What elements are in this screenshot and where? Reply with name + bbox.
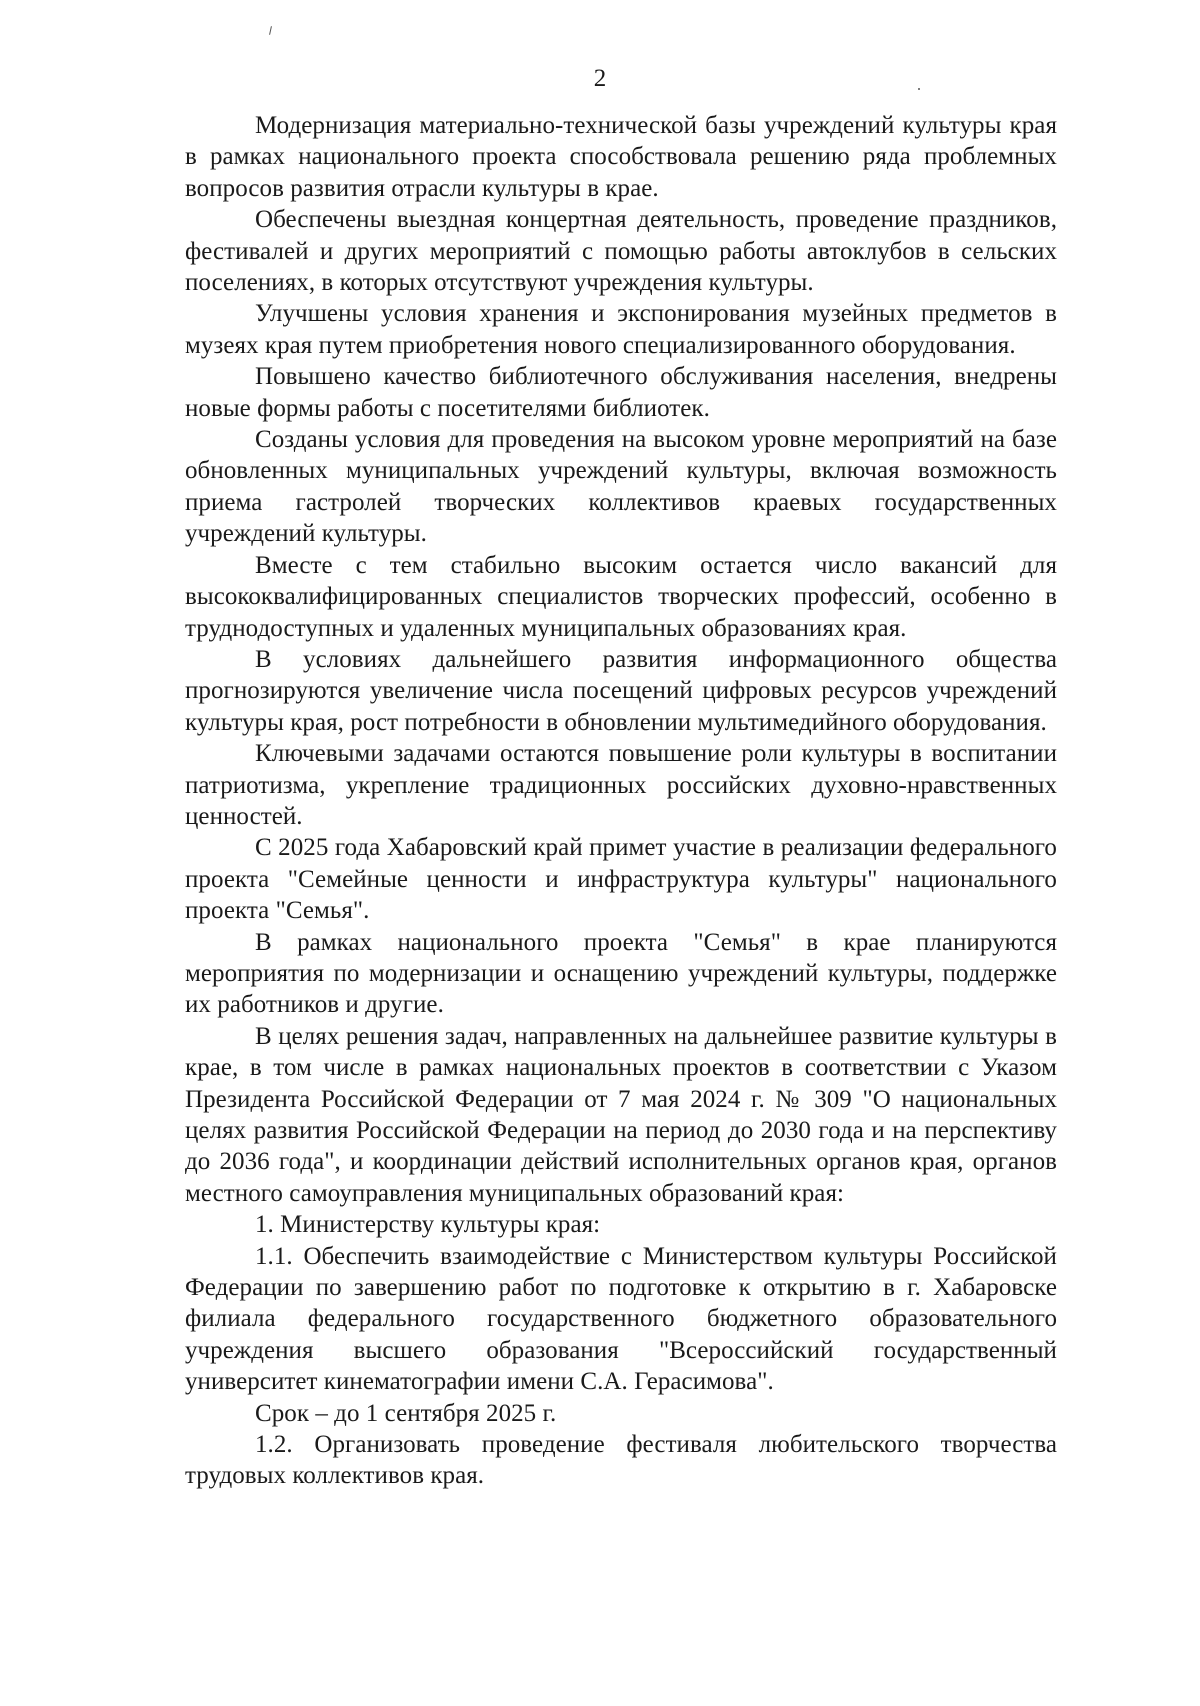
document-body [185,110,1057,1492]
paragraph-digital-resources: В условиях дальнейшего развития информационного общества прогнозируются увеличение числа посещений цифровых ресурсов учреждений культуры края, рост потребности в обновлении мультимедийного оборудования. [185,645,1057,736]
paragraph-event-conditions: Созданы условия для проведения на высоком уровне мероприятий на базе обновленных муниципальных учреждений культуры, включая возможность приема гастролей творческих коллективов краевых государственных учреждений культуры. [185,426,1057,548]
item-1-2-festival: 1.2. Организовать проведение фестиваля любительского творчества трудовых коллективов края. [185,1431,1057,1490]
scan-speck-mark [269,26,272,35]
paragraph-vacancies: Вместе с тем стабильно высоким остается число вакансий для высококвалифицированных специалистов творческих профессий, особенно в труднодоступных и удаленных муниципальных образованиях края. [185,551,1057,642]
paragraph-federal-project: С 2025 года Хабаровский край примет участие в реализации федерального проекта "Семейные ценности и инфраструктура культуры" национального проекта "Семья". [185,834,1057,925]
deadline-item-1-1: Срок – до 1 сентября 2025 г. [255,1399,557,1427]
paragraph-library-service: Повышено качество библиотечного обслуживания населения, внедрены новые формы работы с посетителями библиотек. [185,363,1057,422]
item-1-1-university-branch: 1.1. Обеспечить взаимодействие с Министерством культуры Российской Федерации по завершению работ по подготовке к открытию в г. Хабаровске филиала федерального государственного бюджетного образовательного учреждения высшего образования "Всероссийский государственный университет кинематографии имени С.А. Герасимова". [185,1242,1057,1396]
item-1-ministry: 1. Министерству культуры края: [255,1211,601,1239]
paragraph-modernization: Модернизация материально-технической базы учреждений культуры края в рамках национального проекта способствовала решению ряда проблемных вопросов развития отрасли культуры в крае. [185,112,1057,202]
paragraph-key-tasks: Ключевыми задачами остаются повышение роли культуры в воспитании патриотизма, укрепление традиционных российских духовно-нравственных ценностей. [185,740,1057,830]
paragraph-family-project: В рамках национального проекта "Семья" в крае планируются мероприятия по модернизации и оснащению учреждений культуры, поддержке их работников и другие. [185,928,1057,1019]
paragraph-decree-goals: В целях решения задач, направленных на дальнейшее развитие культуры в крае, в том числе в рамках национальных проектов в соответствии с Указом Президента Российской Федерации от 7 мая 2024 г. № 309 "О национальных целях развития Российской Федерации на период до 2030 года и на перспективу до 2036 года", и координации действий исполнительных органов края, органов местного самоуправления муниципальных образований края: [185,1022,1057,1207]
page-number: 2 [593,65,607,92]
paragraph-touring-activity: Обеспечены выездная концертная деятельность, проведение праздников, фестивалей и других мероприятий с помощью работы автоклубов в сельских поселениях, в которых отсутствуют учреждения культуры. [185,206,1057,297]
paragraph-museum-storage: Улучшены условия хранения и экспонирования музейных предметов в музеях края путем приобретения нового специализированного оборудования. [185,300,1057,359]
